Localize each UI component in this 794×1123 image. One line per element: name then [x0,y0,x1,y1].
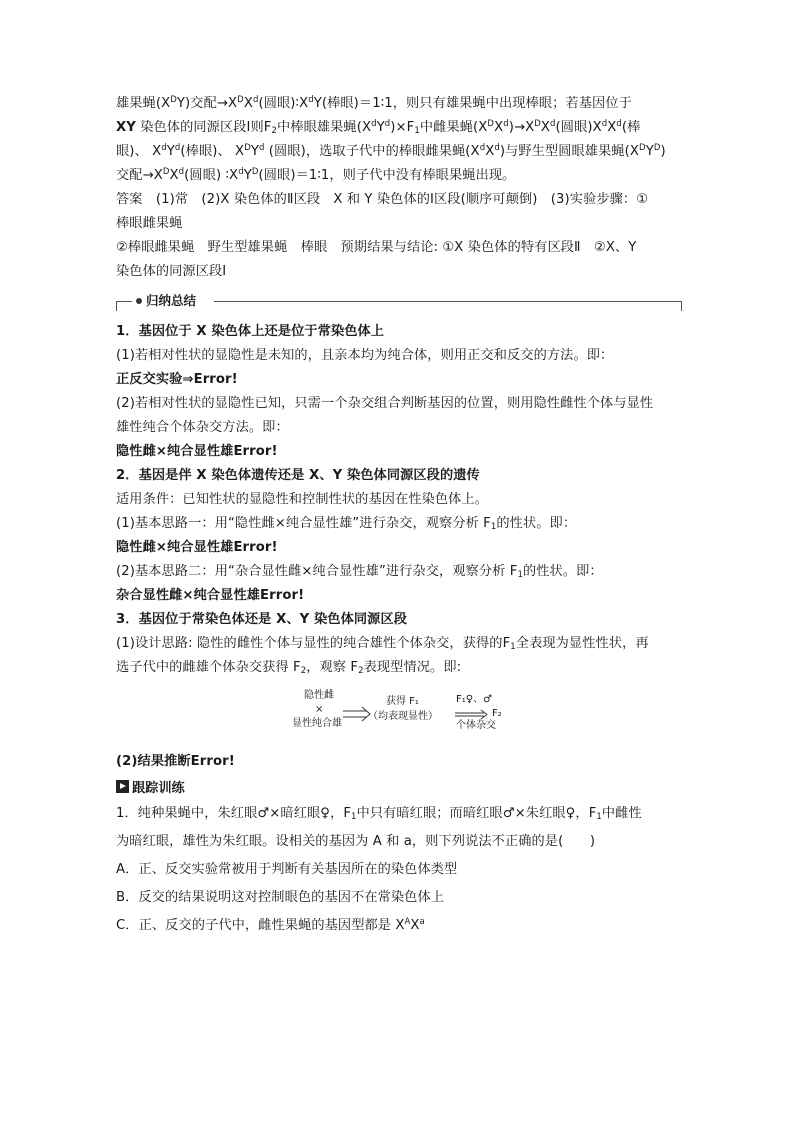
question-line: 为暗红眼，雄性为朱红眼。设相关的基因为 A 和 a，则下列说法不正确的是( ) [116,834,596,849]
option-c: C．正、反交的子代中，雌性果蝇的基因型都是 $X^AX^a$ [116,917,425,933]
cross-symbol: × [315,704,324,715]
summary-header [116,290,682,316]
section-heading: 3．基因位于常染色体还是 X、Y 染色体同源区段 [116,612,408,627]
parent-male-label: 显性纯合雄 [292,718,342,729]
intro-line: XY 染色体的同源区段Ⅰ则$F_2$中棒眼雄果蝇$(X^dY^d)\times F_1$中雌果蝇$(X^DX^d)\to X^DX^d$(圆眼)$X^dX^d$(棒 [116,119,641,136]
arrow-bottom-label: 个体杂交 [456,720,496,731]
question-line: 1．纯种果蝇中，朱红眼♂×暗红眼♀，$F_1$中只有暗红眼；而暗红眼♂×朱红眼♀，$F_1$中雌性 [116,806,642,822]
arrow-top-label: F₁♀、♂ [456,694,493,705]
formula-line: 杂合显性雌×纯合显性雄Error! [116,588,305,603]
double-arrow-icon [343,707,370,721]
obtain-note-label: （均表现显性） [368,711,438,722]
paragraph-line: (2)若相对性状的显隐性已知，只需一个杂交组合判断基因的位置，则用隐性雌性个体与显性 [116,396,654,411]
section-heading: 1．基因位于 X 染色体上还是位于常染色体上 [116,324,385,339]
formula-line: 正反交实验⇒Error! [116,372,238,387]
option-b: B．反交的结果说明这对控制眼色的基因不在常染色体上 [116,890,445,905]
paragraph-line: 适用条件：已知性状的显隐性和控制性状的基因在性染色体上。 [116,492,489,507]
answer-line: 答案 (1)常 (2)X 染色体的Ⅱ区段 X 和 Y 染色体的Ⅰ区段(顺序可颠倒) (3)实验步骤：① [116,192,649,207]
intro-line: 雄果蝇$(X^DY)$交配$\to X^DX^d$(圆眼)$∶X^dY$(棒眼)＝1∶1，则只有雄果蝇中出现棒眼；若基因位于 [116,95,632,111]
formula-line: 隐性雌×纯合显性雄Error! [116,444,278,459]
paragraph-line: 选子代中的雌雄个体杂交获得 $F_2$，观察 $F_2$表现型情况。即: [116,660,462,676]
question-1 [116,802,682,938]
play-icon [116,780,129,793]
tracking-title: 跟踪训练 [132,780,185,796]
paragraph-line: (2)结果推断Error! [116,754,235,769]
intro-line: 眼)、 $X^dY^d$(棒眼)、 $X^DY^d$ (圆眼)，选取子代中的棒眼雌果蝇$(X^dX^d)$与野生型圆眼雄果蝇$(X^DY^D)$ [116,143,666,159]
paragraph-line: (1)基本思路一：用“隐性雌×纯合显性雄”进行杂交，观察分析 $F_1$的性状。即： [116,516,577,532]
document-page [116,92,682,938]
answer-paragraph [116,188,682,284]
bullet-icon [136,298,142,304]
header-rule [116,301,117,311]
paragraph-line: (2)基本思路二：用“杂合显性雌×纯合显性雄”进行杂交，观察分析 $F_1$的性状。即： [116,564,603,580]
obtain-f1-label: 获得 F₁ [386,696,419,707]
cross-diagram [116,684,682,746]
long-double-arrow-icon [455,710,487,719]
header-rule [214,301,682,302]
summary-section-3 [116,608,682,774]
header-rule [116,301,132,302]
option-a: A．正、反交实验常被用于判断有关基因所在的染色体类型 [116,862,458,877]
answer-line: 染色体的同源区段Ⅰ [116,264,227,279]
paragraph-line: 雄性纯合个体杂交方法。即： [116,420,289,435]
parent-female-label: 隐性雌 [304,690,334,701]
answer-line: ②棒眼雌果蝇 野生型雄果蝇 棒眼 预期结果与结论: ①X 染色体的特有区段Ⅱ ②X、Y [116,240,637,255]
f2-label: F₂ [492,708,502,719]
answer-line: 棒眼雌果蝇 [116,216,183,231]
summary-section-2 [116,464,682,608]
intro-line: 交配$\to X^DX^d$(圆眼) $∶X^dY^D$(圆眼)＝1∶1，则子代中没有棒眼果蝇出现。 [116,167,516,183]
summary-section-1 [116,320,682,464]
formula-line: 隐性雌×纯合显性雄Error! [116,540,278,555]
paragraph-line: (1)设计思路: 隐性的雌性个体与显性的纯合雄性个体杂交，获得的$F_1$全表现为显性性状，再 [116,636,649,652]
tracking-header [116,774,682,798]
header-rule [681,301,682,311]
paragraph-line: (1)若相对性状的显隐性是未知的，且亲本均为纯合体，则用正交和反交的方法。即： [116,348,614,363]
section-heading: 2．基因是伴 X 染色体遗传还是 X、Y 染色体同源区段的遗传 [116,468,480,483]
intro-paragraph [116,92,682,188]
summary-title: 归纳总结 [146,293,197,308]
